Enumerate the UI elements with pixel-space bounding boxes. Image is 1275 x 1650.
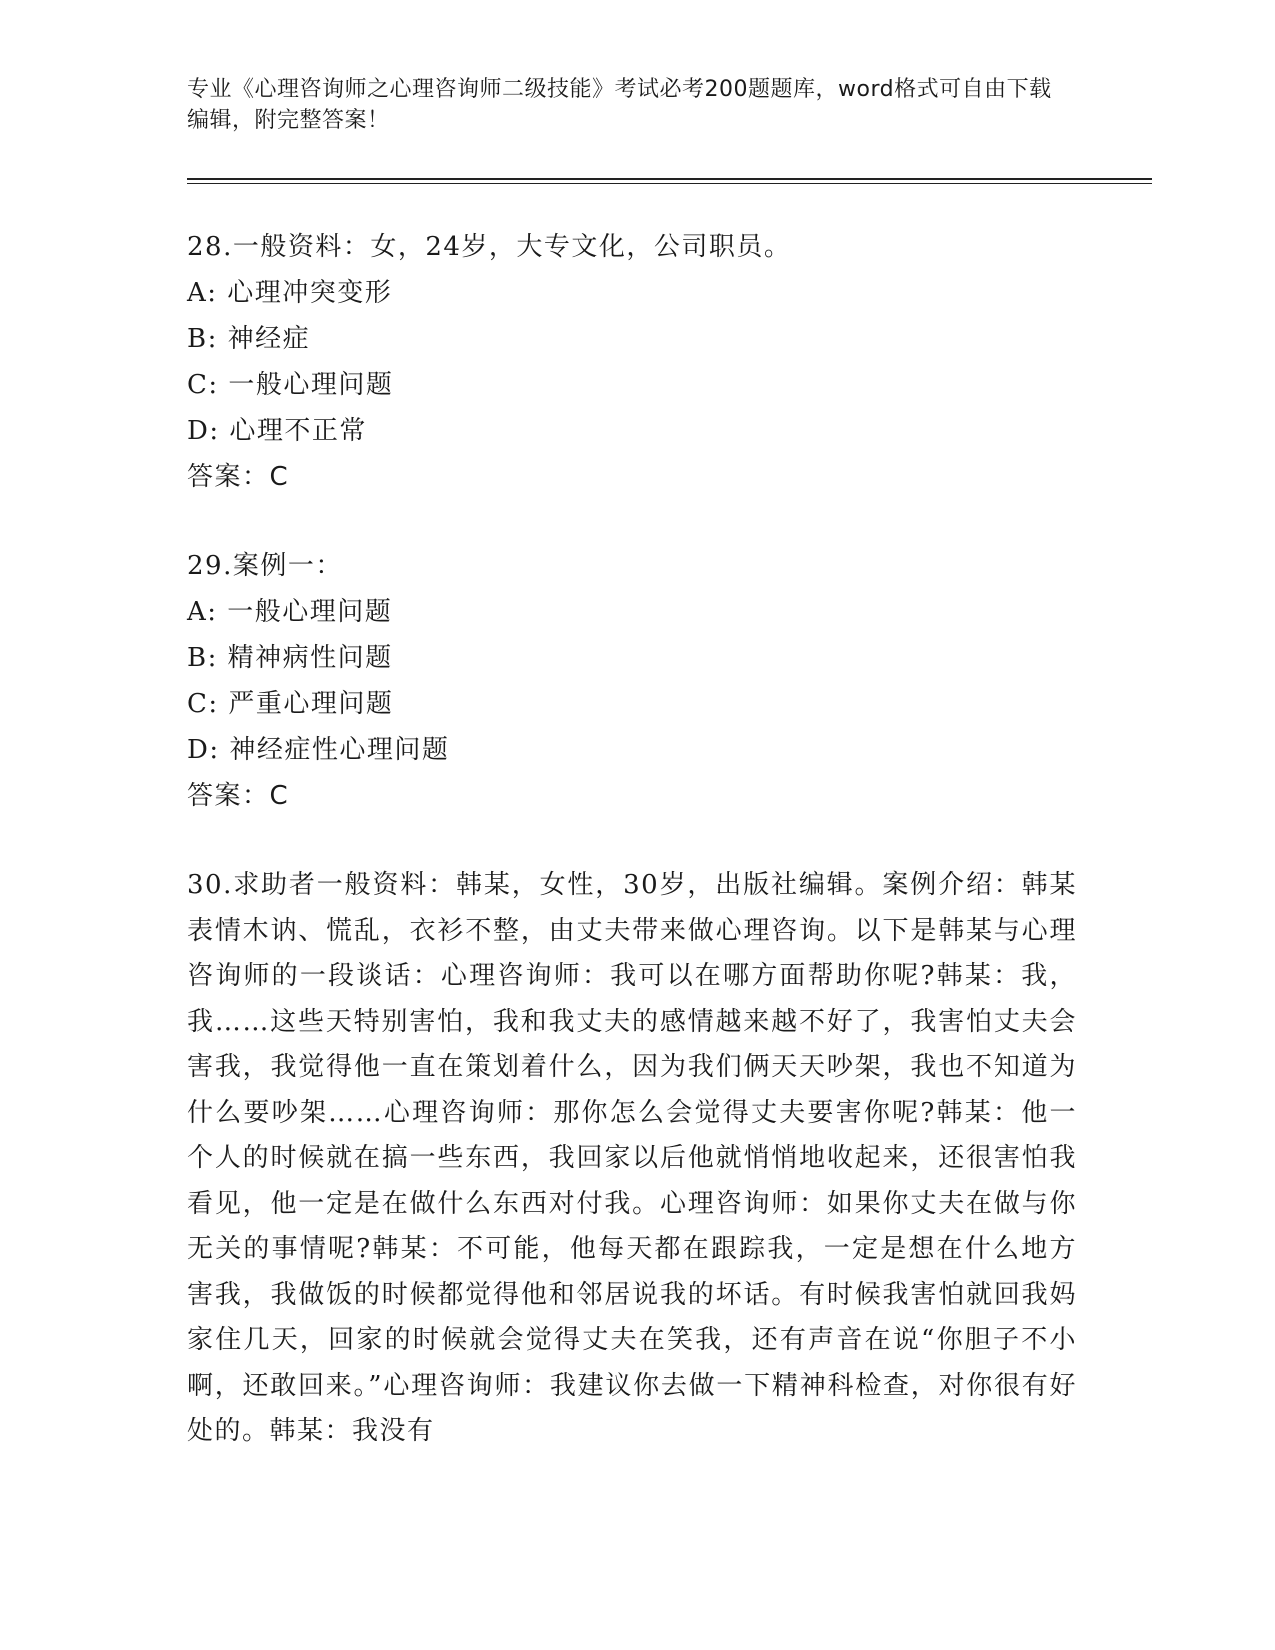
question-28 bbox=[187, 224, 1077, 500]
document-header: 专业《心理咨询师之心理咨询师二级技能》考试必考200题题库，word格式可自由下载编辑，附完整答案！ bbox=[187, 77, 1052, 133]
answer: 答案：C bbox=[187, 462, 290, 492]
option-d: D: 神经症性心理问题 bbox=[187, 735, 450, 765]
option-a: A: 一般心理问题 bbox=[187, 597, 393, 627]
question-stem: 30.求助者一般资料：韩某，女性，30岁，出版社编辑。案例介绍：韩某表情木讷、慌乱，衣衫不整，由丈夫带来做心理咨询。以下是韩某与心理咨询师的一段谈话：心理咨询师：我可以在哪方面帮助你呢?韩某：我，我……这些天特别害怕，我和我丈夫的感情越来越不好了，我害怕丈夫会害我，我觉得他一直在策划着什么，因为我们俩天天吵架，我也不知道为什么要吵架……心理咨询师：那你怎么会觉得丈夫要害你呢?韩某：他一个人的时候就在搞一些东西，我回家以后他就悄悄地收起来，还很害怕我看见，他一定是在做什么东西对付我。心理咨询师：如果你丈夫在做与你无关的事情呢?韩某：不可能，他每天都在跟踪我，一定是想在什么地方害我，我做饭的时候都觉得他和邻居说我的坏话。有时候我害怕就回我妈家住几天，回家的时候就会觉得丈夫在笑我，还有声音在说“你胆子不小啊，还敢回来。”心理咨询师：我建议你去做一下精神科检查，对你很有好处的。韩某：我没有 bbox=[187, 870, 1077, 1446]
question-30 bbox=[187, 863, 1077, 1455]
header-divider-thin bbox=[187, 183, 1152, 184]
option-d: D: 心理不正常 bbox=[187, 416, 367, 446]
option-c: C: 严重心理问题 bbox=[187, 689, 394, 719]
option-b: B: 神经症 bbox=[187, 324, 311, 354]
option-a: A: 心理冲突变形 bbox=[187, 278, 393, 308]
option-b: B: 精神病性问题 bbox=[187, 643, 393, 673]
answer: 答案：C bbox=[187, 781, 290, 811]
question-stem: 29.案例一： bbox=[187, 551, 343, 581]
question-29 bbox=[187, 543, 1077, 819]
question-stem: 28.一般资料：女，24岁，大专文化，公司职员。 bbox=[187, 232, 792, 262]
option-c: C: 一般心理问题 bbox=[187, 370, 394, 400]
header-divider bbox=[187, 178, 1152, 180]
